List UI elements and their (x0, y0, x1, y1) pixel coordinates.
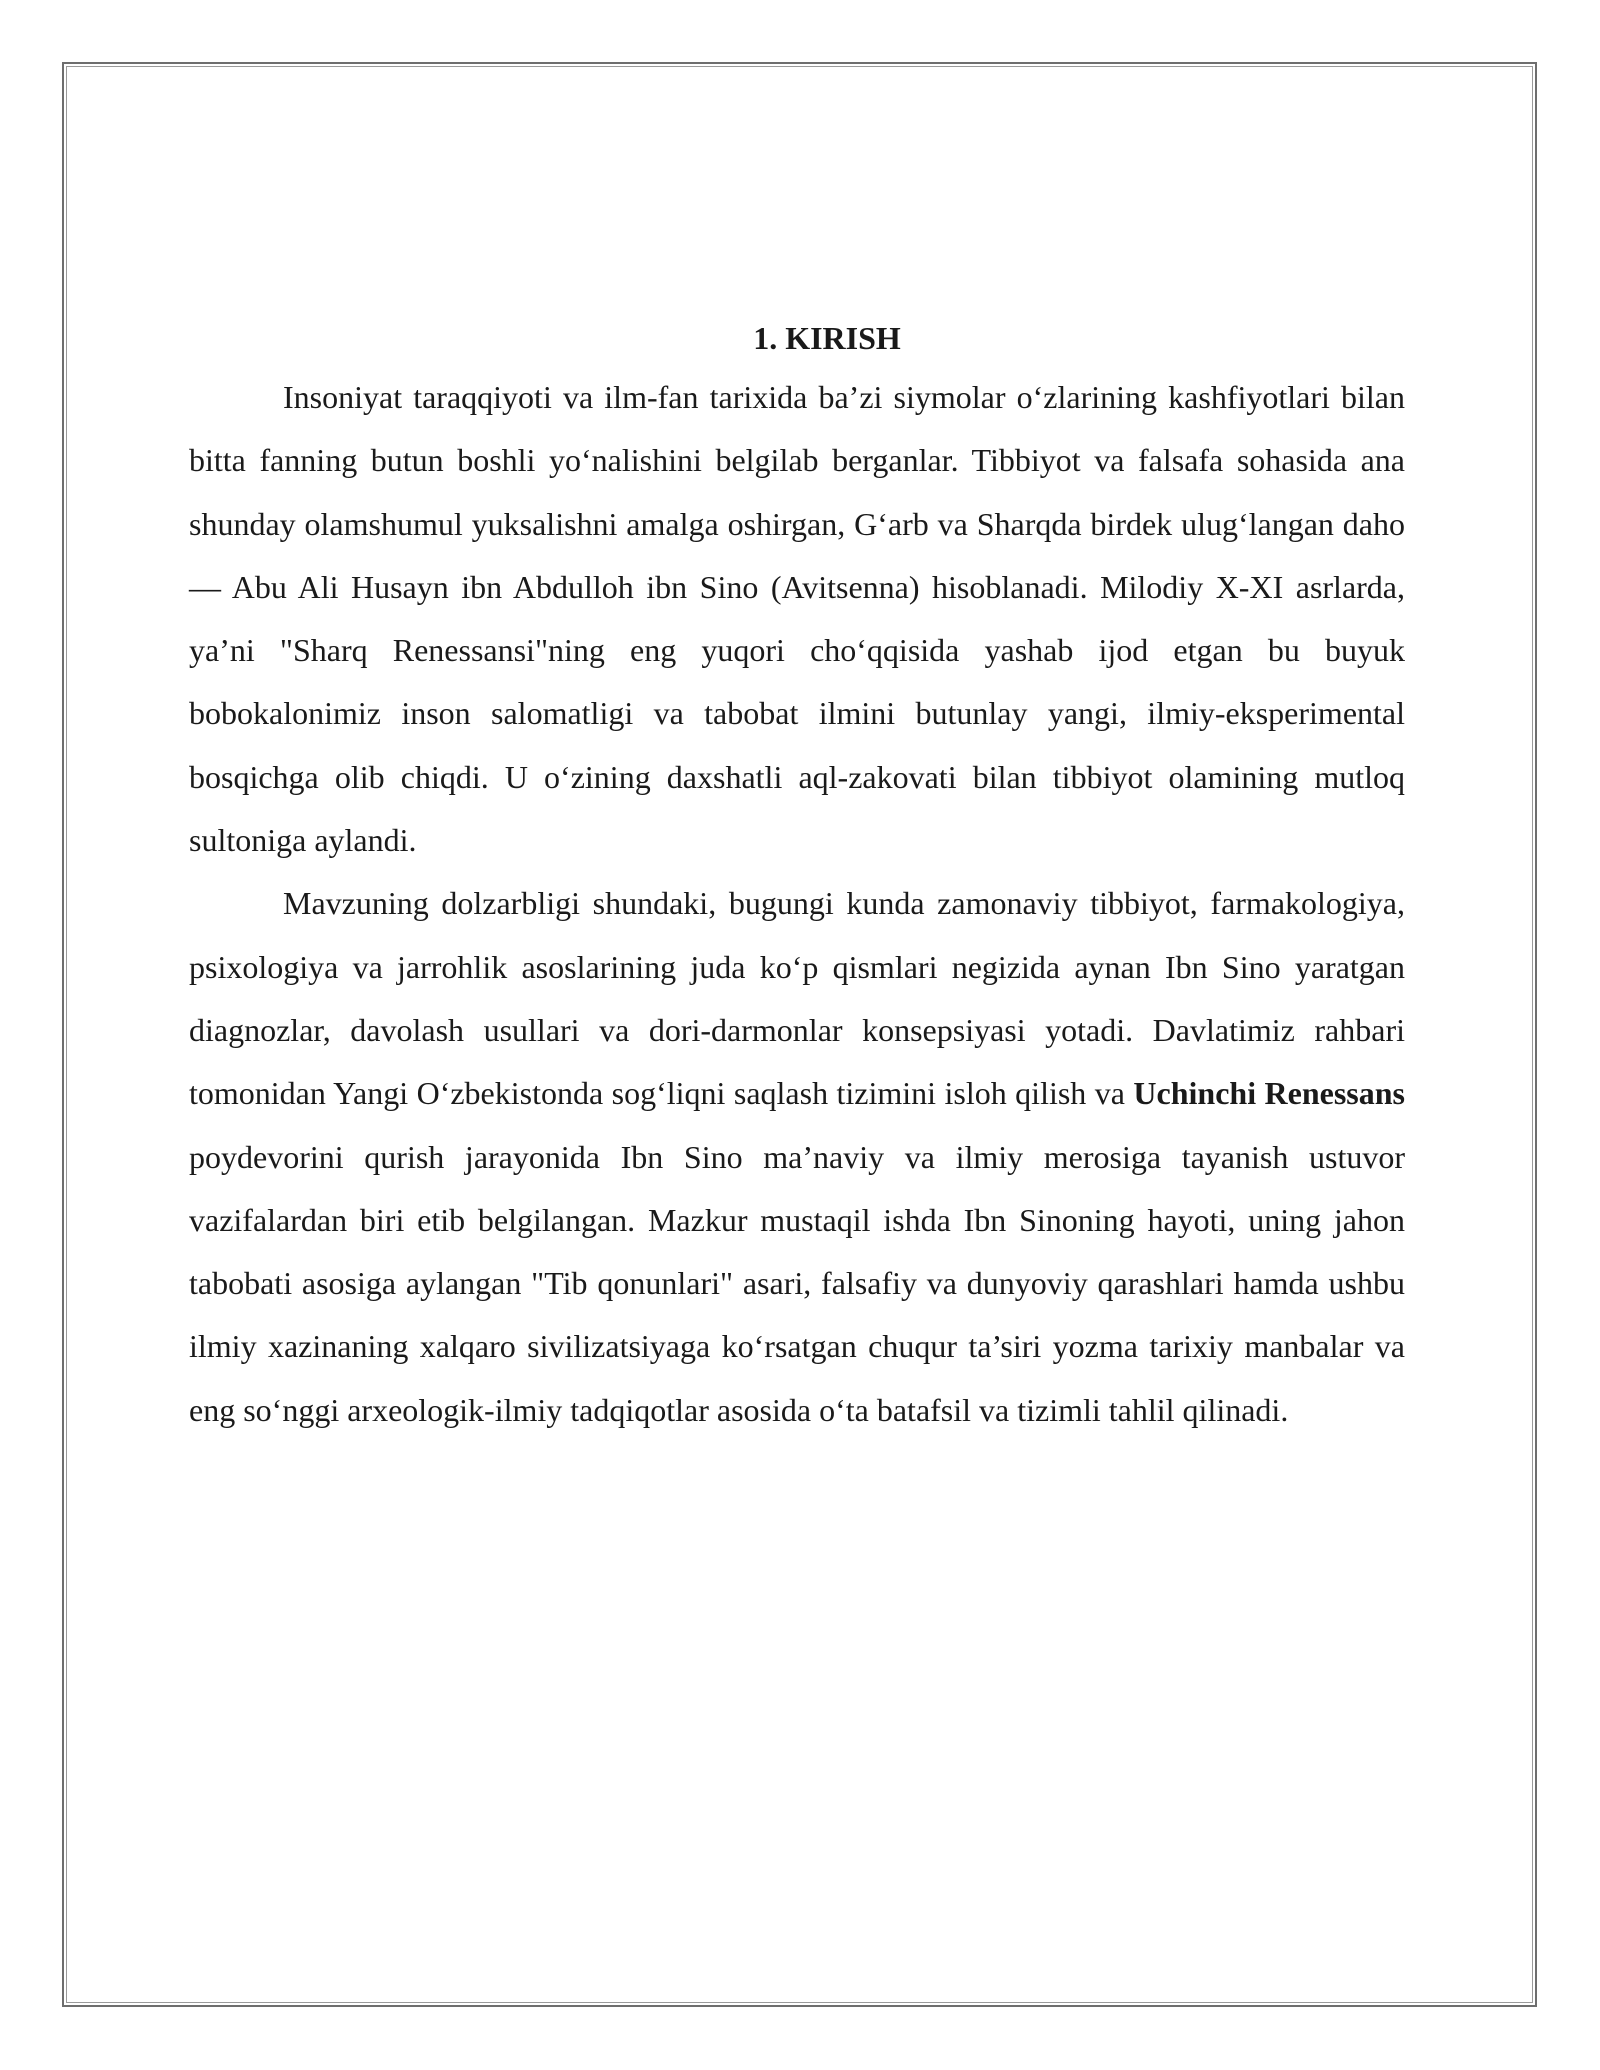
paragraph-relevance-part1: Mavzuning dolzarbligi shundaki, bugungi kunda zamonaviy tibbiyot, farmakologiya, psixologiya va jarrohlik asoslarining juda ko‘p qismlari negizida aynan Ibn Sino yaratgan diagnozlar, davolash usullari va dori-darmonlar konsepsiyasi yotadi. Davlatimiz rahbari tomonidan Yangi O‘zbekistonda sog‘liqni saqlash tizimini isloh qilish va (189, 885, 1405, 1112)
bold-phrase: Uchinchi Renessans (1133, 1075, 1406, 1112)
paragraph-relevance (189, 872, 1405, 1442)
document-body (189, 310, 1405, 1442)
paragraph-intro: Insoniyat taraqqiyoti va ilm-fan tarixida ba’zi siymolar o‘zlarining kashfiyotlari bilan bitta fanning butun boshli yo‘nalishini belgilab berganlar. Tibbiyot va falsafa sohasida ana shunday olamshumul yuksalishni amalga oshirgan, G‘arb va Sharqda birdek ulug‘langan daho — Abu Ali Husayn ibn Abdulloh ibn Sino (Avitsenna) hisoblanadi. Milodiy X-XI asrlarda, ya’ni "Sharq Renessansi"ning eng yuqori cho‘qqisida yashab ijod etgan bu buyuk bobokalonimiz inson salomatligi va tabobat ilmini butunlay yangi, ilmiy-eksperimental bosqichga olib chiqdi. U o‘zining daxshatli aql-zakovati bilan tibbiyot olamining mutloq sultoniga aylandi. (189, 379, 1405, 859)
section-heading: 1. KIRISH (753, 320, 901, 356)
paragraph-relevance-part2: poydevorini qurish jarayonida Ibn Sino ma’naviy va ilmiy merosiga tayanish ustuvor vazifalardan biri etib belgilangan. Mazkur mustaqil ishda Ibn Sinoning hayoti, uning jahon tabobati asosiga aylangan "Tib qonunlari" asari, falsafiy va dunyoviy qarashlari hamda ushbu ilmiy xazinaning xalqaro sivilizatsiyaga ko‘rsatgan chuqur ta’siri yozma tarixiy manbalar va eng so‘nggi arxeologik-ilmiy tadqiqotlar asosida o‘ta batafsil va tizimli tahlil qilinadi. (189, 1138, 1405, 1428)
